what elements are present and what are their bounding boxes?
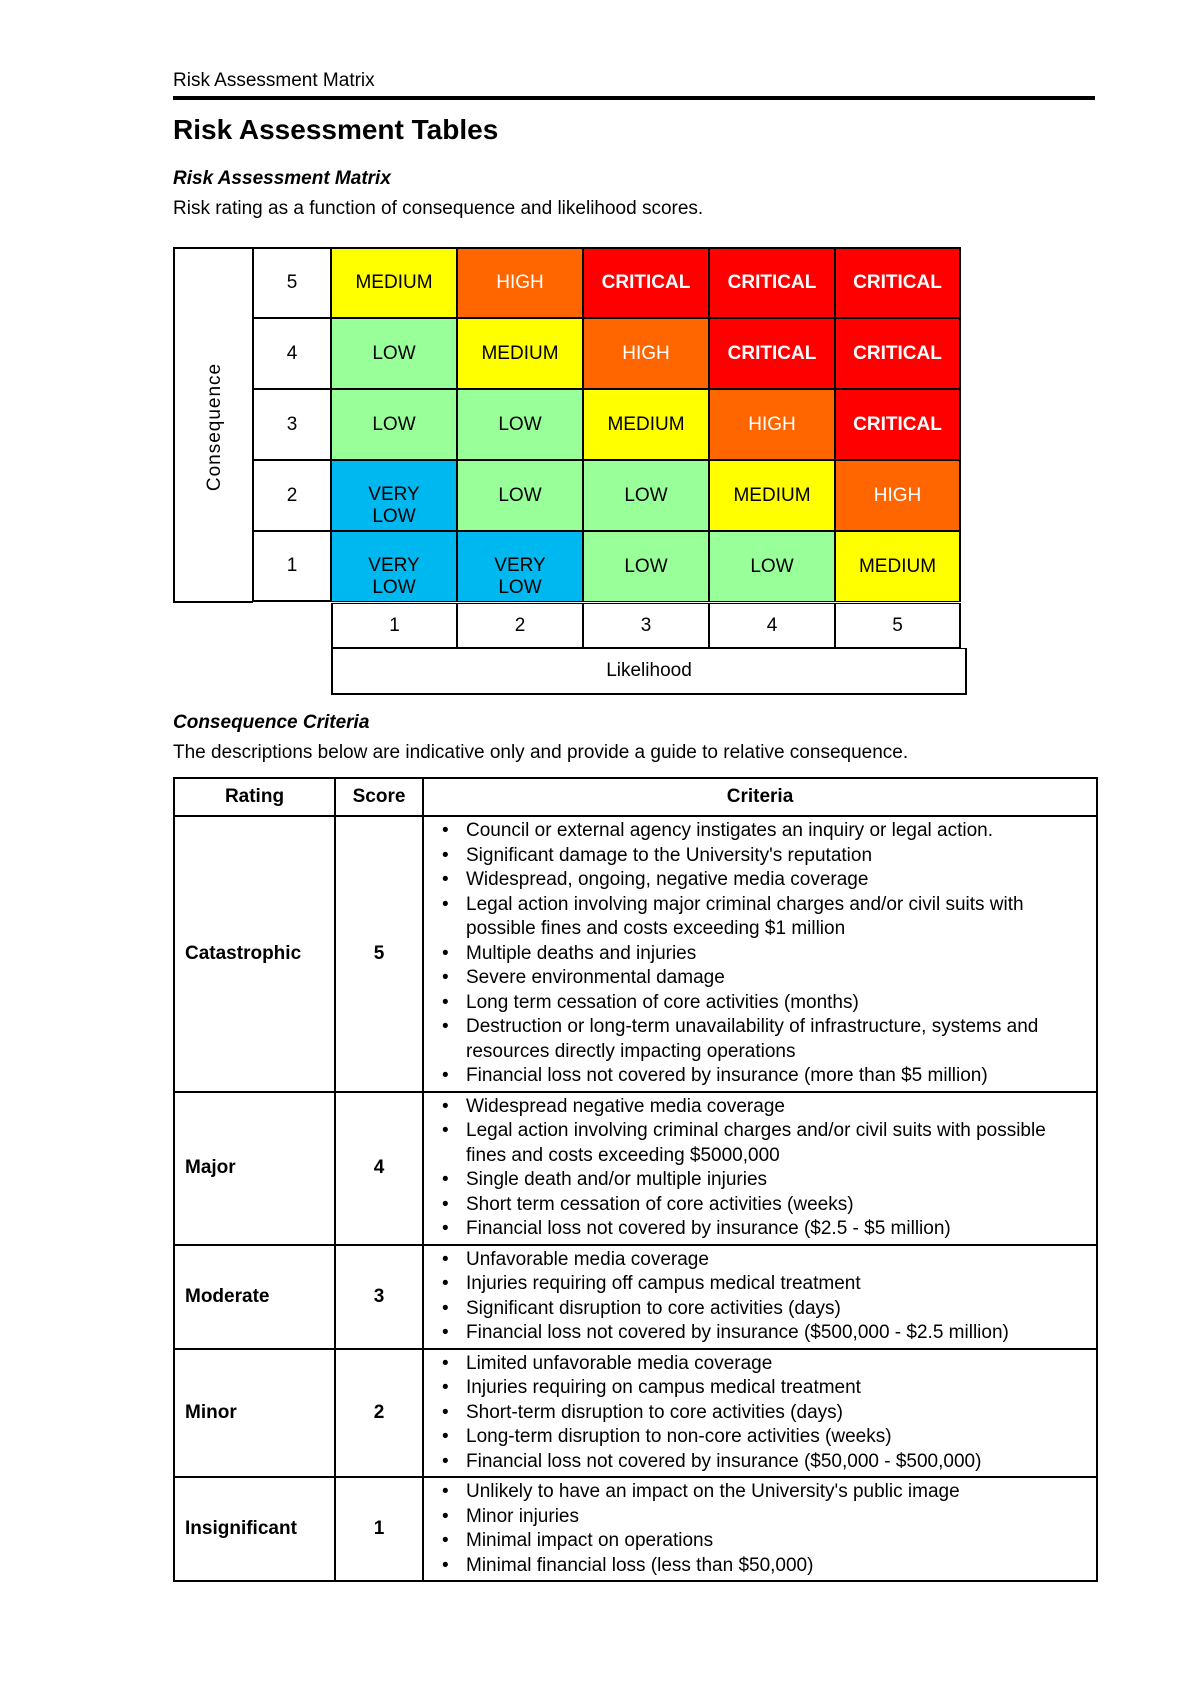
score-cell: 2 (335, 1349, 423, 1478)
list-item: • Destruction or long-term unavailability of infrastructure, systems and resources directly impacting operations (466, 1015, 1088, 1064)
list-item: • Unlikely to have an impact on the University's public image (466, 1480, 1088, 1505)
likelihood-score: 5 (835, 603, 961, 648)
list-item: • Long term cessation of core activities (months) (466, 991, 1088, 1016)
matrix-cell: LOW (583, 460, 709, 531)
table-header-row (174, 778, 1097, 816)
score-cell: 3 (335, 1245, 423, 1349)
matrix-cell: CRITICAL (835, 247, 961, 318)
matrix-cell: LOW (709, 531, 835, 602)
list-item: • Significant disruption to core activities (days) (466, 1297, 1088, 1322)
list-item: • Financial loss not covered by insurance ($500,000 - $2.5 million) (466, 1321, 1088, 1346)
consequence-score: 2 (253, 460, 331, 531)
matrix-cell: CRITICAL (709, 247, 835, 318)
list-item: • Short term cessation of core activities (weeks) (466, 1193, 1088, 1218)
matrix-cell: MEDIUM (331, 247, 457, 318)
list-item: • Financial loss not covered by insurance (more than $5 million) (466, 1064, 1088, 1089)
table-row (174, 816, 1097, 1092)
criteria-list (438, 1095, 1088, 1242)
list-item: • Significant damage to the University's reputation (466, 844, 1088, 869)
criteria-list (438, 1480, 1088, 1578)
criteria-description: The descriptions below are indicative only and provide a guide to relative consequence. (173, 742, 909, 763)
list-item: • Short-term disruption to core activities (days) (466, 1401, 1088, 1426)
likelihood-score: 1 (331, 603, 457, 648)
list-item: • Minimal impact on operations (466, 1529, 1088, 1554)
list-item: • Legal action involving major criminal charges and/or civil suits with possible fines and costs exceeding $1 million (466, 893, 1088, 942)
criteria-cell (423, 1245, 1097, 1349)
list-item: • Severe environmental damage (466, 966, 1088, 991)
list-item: • Minor injuries (466, 1505, 1088, 1530)
rating-cell: Insignificant (174, 1477, 335, 1581)
matrix-cell: MEDIUM (835, 531, 961, 602)
matrix-cell: VERY LOW (331, 531, 457, 602)
rating-cell: Catastrophic (174, 816, 335, 1092)
header-criteria: Criteria (423, 778, 1097, 816)
rating-cell: Minor (174, 1349, 335, 1478)
criteria-table-body (174, 816, 1097, 1581)
list-item: • Legal action involving criminal charges and/or civil suits with possible fines and costs exceeding $5000,000 (466, 1119, 1088, 1168)
header-score: Score (335, 778, 423, 816)
list-item: • Injuries requiring on campus medical treatment (466, 1376, 1088, 1401)
criteria-cell (423, 1349, 1097, 1478)
matrix-cell: HIGH (583, 318, 709, 389)
matrix-cell: MEDIUM (709, 460, 835, 531)
consequence-score: 4 (253, 318, 331, 389)
table-row (174, 1349, 1097, 1478)
consequence-criteria-table (173, 777, 1098, 1582)
header-rating: Rating (174, 778, 335, 816)
score-cell: 1 (335, 1477, 423, 1581)
list-item: • Widespread, ongoing, negative media coverage (466, 868, 1088, 893)
list-item: • Long-term disruption to non-core activities (weeks) (466, 1425, 1088, 1450)
criteria-list (438, 1352, 1088, 1475)
criteria-cell (423, 1092, 1097, 1245)
matrix-cell: LOW (331, 389, 457, 460)
list-item: • Financial loss not covered by insurance ($2.5 - $5 million) (466, 1217, 1088, 1242)
list-item: • Unfavorable media coverage (466, 1248, 1088, 1273)
table-row (174, 1477, 1097, 1581)
matrix-description: Risk rating as a function of consequence and likelihood scores. (173, 198, 704, 219)
list-item: • Multiple deaths and injuries (466, 942, 1088, 967)
matrix-cell: VERY LOW (331, 460, 457, 531)
table-row (174, 1245, 1097, 1349)
running-header: Risk Assessment Matrix (173, 70, 1095, 100)
risk-matrix (173, 247, 973, 695)
consequence-score: 5 (253, 247, 331, 318)
rating-cell: Major (174, 1092, 335, 1245)
likelihood-score: 3 (583, 603, 709, 648)
score-cell: 4 (335, 1092, 423, 1245)
matrix-cell: LOW (457, 460, 583, 531)
matrix-cell: CRITICAL (583, 247, 709, 318)
matrix-cell: MEDIUM (457, 318, 583, 389)
consequence-score: 3 (253, 389, 331, 460)
matrix-cell: HIGH (835, 460, 961, 531)
matrix-cell: LOW (457, 389, 583, 460)
matrix-cell: HIGH (457, 247, 583, 318)
criteria-cell (423, 1477, 1097, 1581)
consequence-score: 1 (253, 531, 331, 602)
list-item: • Minimal financial loss (less than $50,000) (466, 1554, 1088, 1579)
likelihood-axis-label: Likelihood (331, 648, 967, 695)
list-item: • Widespread negative media coverage (466, 1095, 1088, 1120)
list-item: • Financial loss not covered by insurance ($50,000 - $500,000) (466, 1450, 1088, 1475)
list-item: • Limited unfavorable media coverage (466, 1352, 1088, 1377)
matrix-cell: CRITICAL (835, 318, 961, 389)
likelihood-score: 4 (709, 603, 835, 648)
criteria-cell (423, 816, 1097, 1092)
document-page (173, 70, 1095, 1576)
list-item: • Single death and/or multiple injuries (466, 1168, 1088, 1193)
rating-cell: Moderate (174, 1245, 335, 1349)
matrix-cell: LOW (331, 318, 457, 389)
criteria-heading: Consequence Criteria (173, 712, 370, 733)
score-cell: 5 (335, 816, 423, 1092)
consequence-axis-box (173, 247, 253, 603)
consequence-axis-label: Consequence (204, 362, 225, 492)
matrix-heading: Risk Assessment Matrix (173, 168, 391, 189)
page-title: Risk Assessment Tables (173, 114, 499, 145)
matrix-cell: LOW (583, 531, 709, 602)
criteria-list (438, 1248, 1088, 1346)
matrix-cell: HIGH (709, 389, 835, 460)
matrix-cell: MEDIUM (583, 389, 709, 460)
matrix-cell: CRITICAL (835, 389, 961, 460)
matrix-cell: CRITICAL (709, 318, 835, 389)
list-item: • Council or external agency instigates an inquiry or legal action. (466, 819, 1088, 844)
table-row (174, 1092, 1097, 1245)
matrix-cell: VERY LOW (457, 531, 583, 602)
list-item: • Injuries requiring off campus medical treatment (466, 1272, 1088, 1297)
likelihood-score: 2 (457, 603, 583, 648)
criteria-list (438, 819, 1088, 1089)
